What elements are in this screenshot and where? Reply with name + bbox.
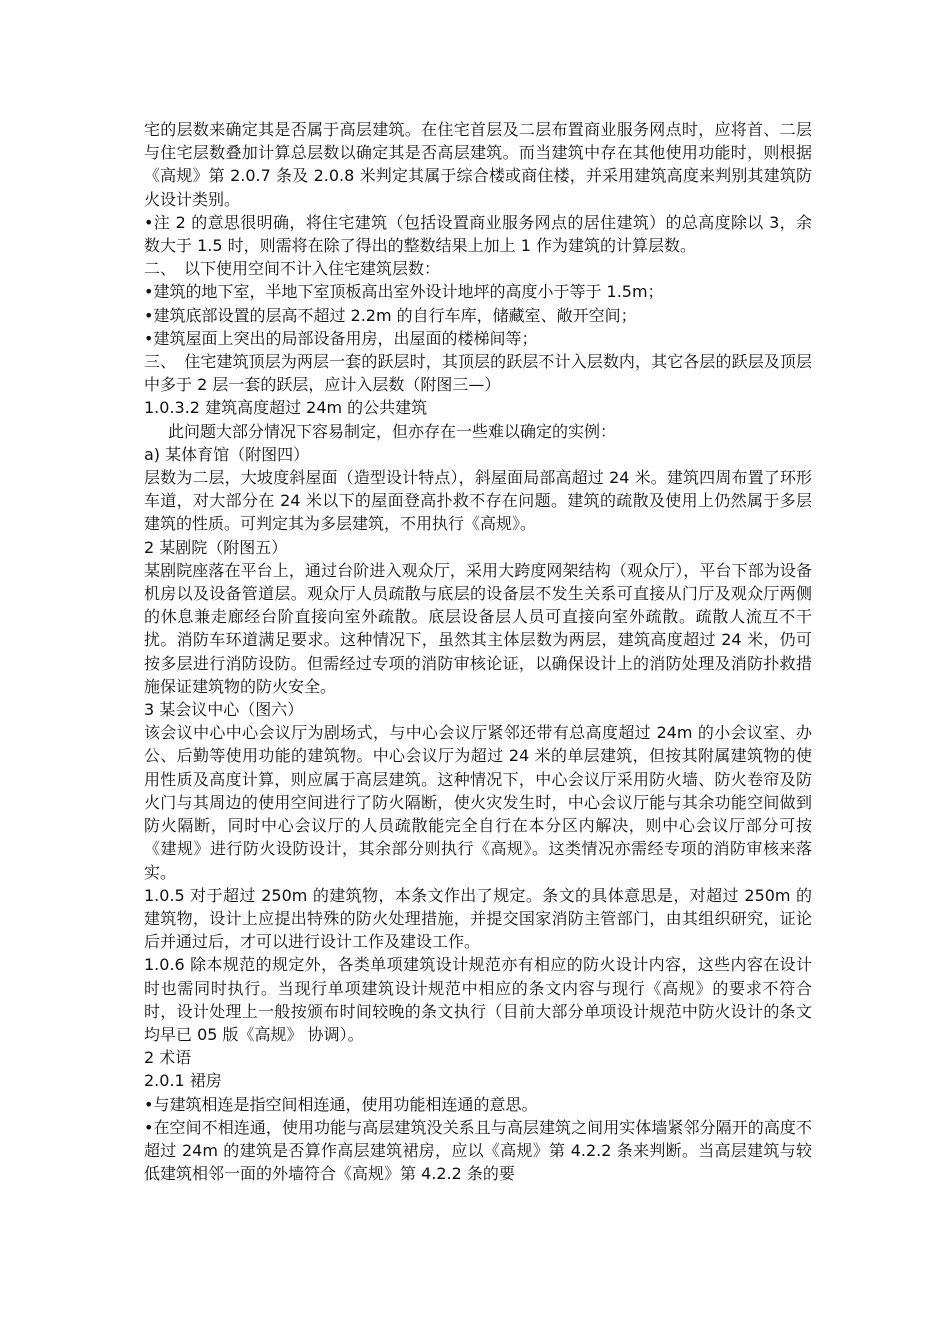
paragraph-conference: 该会议中心中心会议厅为剧场式，与中心会议厅紧邻还带有总高度超过 24m 的小会议室、办公、后勤等使用功能的建筑物。中心会议厅为超过 24 米的单层建筑，但按其附属建筑物的使用性质及高度计算，则应属于高层建筑。这种情况下，中心会议厅采用防火墙、防火卷帘及防火门与其周边的使用空间进行了防火隔断，使火灾发生时，中心会议厅能与其余功能空间做到防火隔断，同时中心会议厅的人员疏散能完全自行在本分区内解决，则中心会议厅部分可按《建规》进行防火设防设计，其余部分则执行《高规》。这类情况亦需经专项的消防审核来落实。: [144, 723, 812, 882]
clause-1-0-6: 1.0.6 除本规范的规定外，各类单项建筑设计规范亦有相应的防火设计内容，这些内容在设计时也需同时执行。当现行单项建筑设计规范中相应的条文内容与现行《高规》的要求不符合时，设计处理上一般按颁布时间较晚的条文执行（目前大部分单项设计规范中防火设计的条文均早已 05 版《高规》 协调）。: [144, 955, 812, 1044]
example-heading-gym: a) 某体育馆（附图四）: [144, 444, 310, 464]
chapter-heading-terms: 2 术语: [144, 1048, 192, 1068]
document-body: [144, 118, 812, 1185]
clause-heading-1-0-3-2: 1.0.3.2 建筑高度超过 24m 的公共建筑: [144, 398, 428, 418]
paragraph-note-2: •注 2 的意思很明确，将住宅建筑（包括设置商业服务网点的居住建筑）的总高度除以 3，余数大于 1.5 时，则需将在除了得出的整数结果上加上 1 作为建筑的计算层数。: [144, 212, 812, 256]
paragraph-examples-intro: 此问题大部分情况下容易制定，但亦存在一些难以确定的实例：: [168, 421, 617, 441]
section-heading-3: 三、 住宅建筑顶层为两层一套的跃层时，其顶层的跃层不计入层数内，其它各层的跃层及顶层中多于 2 层一套的跃层，应计入层数（附图三—）: [144, 352, 812, 395]
clause-heading-2-0-1: 2.0.1 裙房: [144, 1071, 222, 1091]
section-heading-2: 二、 以下使用空间不计入住宅建筑层数：: [144, 259, 441, 279]
list-item-bike-storage: •建筑底部设置的层高不超过 2.2m 的自行车库，储藏室、敞开空间；: [144, 305, 637, 325]
paragraph-residential-floor-count: 宅的层数来确定其是否属于高层建筑。在住宅首层及二层布置商业服务网点时，应将首、二层与住宅层数叠加计算总层数以确定其是否高层建筑。而当建筑中存在其他使用功能时，则根据《高规》第 2.0.7 条及 2.0.8 米判定其属于综合楼或商住楼，并采用建筑高度来判别其建筑防火设计类别。: [144, 120, 812, 209]
example-heading-theater: 2 某剧院（附图五）: [144, 537, 288, 557]
clause-1-0-5: 1.0.5 对于超过 250m 的建筑物，本条文作出了规定。条文的具体意思是，对超过 250m 的建筑物，设计上应提出特殊的防火处理措施，并提交国家消防主管部门，由其组织研究，证论后并通过后，才可以进行设计工作及建设工作。: [144, 885, 812, 952]
paragraph-theater: 某剧院座落在平台上，通过台阶进入观众厅，采用大跨度网架结构（观众厅），平台下部为设备机房以及设备管道层。观众厅人员疏散与底层的设备层不发生关系可直接从门厅及观众厅两侧的休息兼走廊经台阶直接向室外疏散。底层设备层人员可直接向室外疏散。疏散人流互不干扰。消防车环道满足要求。这种情况下，虽然其主体层数为两层，建筑高度超过 24 米，仍可按多层进行消防设防。但需经过专项的消防审核论证，以确保设计上的消防处理及消防扑救措施保证建筑物的防火安全。: [144, 560, 812, 696]
paragraph-gym: 层数为二层，大坡度斜屋面（造型设计特点），斜屋面局部高超过 24 米。建筑四周布置了环形车道，对大部分在 24 米以下的屋面登高扑救不存在问题。建筑的疏散及使用上仍然属于多层建筑的性质。可判定其为多层建筑，不用执行《高规》。: [144, 468, 812, 534]
list-item-connected: •与建筑相连是指空间相连通，使用功能相连通的意思。: [144, 1094, 538, 1114]
list-item-roof-equipment: •建筑屋面上突出的局部设备用房，出屋面的楼梯间等；: [144, 328, 538, 348]
list-item-not-connected: •在空间不相连通，使用功能与高层建筑没关系且与高层建筑之间用实体墙紧邻分隔开的高度不超过 24m 的建筑是否算作高层建筑裙房，应以《高规》第 4.2.2 条来判断。当高层建筑与较低建筑相邻一面的外墙符合《高规》第 4.2.2 条的要: [144, 1117, 812, 1184]
example-heading-conference: 3 某会议中心（图六）: [144, 700, 304, 720]
list-item-basement: •建筑的地下室，半地下室顶板高出室外设计地坪的高度小于等于 1.5m；: [144, 282, 664, 302]
